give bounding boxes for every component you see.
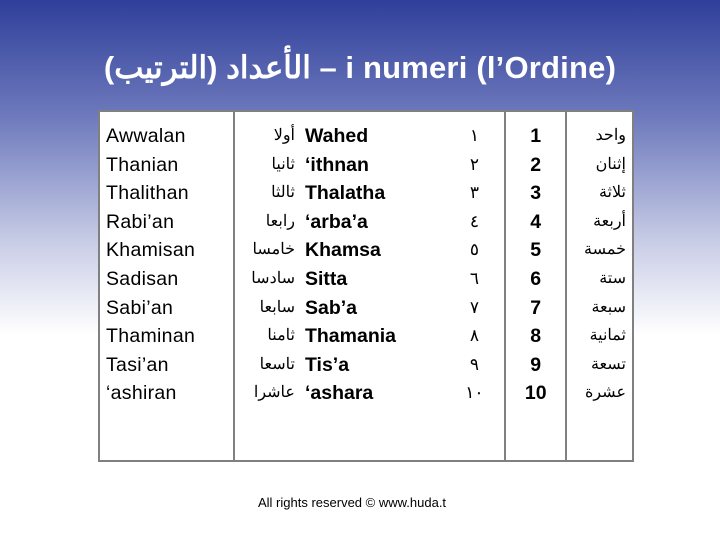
- ordinal-arabic: رابعا: [265, 212, 295, 230]
- cardinal-arabic: ثمانية: [589, 327, 626, 345]
- western-digit: 5: [530, 239, 542, 262]
- western-digit: 10: [524, 382, 547, 405]
- ordinal-transliteration: Thaminan: [106, 325, 196, 348]
- ordinal-arabic: تاسعا: [259, 355, 295, 373]
- cardinal-transliteration: ‘ashara: [304, 382, 374, 405]
- cardinal-arabic: أربعة: [593, 212, 626, 230]
- copyright-footer: All rights reserved © www.huda.t: [258, 495, 447, 510]
- cardinal-transliteration: Thamania: [304, 325, 397, 348]
- cardinal-transliteration: ‘ithnan: [304, 153, 369, 176]
- western-digits-column: [504, 112, 566, 460]
- ordinals-transliteration-column: [100, 112, 233, 460]
- title-arabic-paren: (الترتيب): [103, 50, 218, 85]
- cardinals-transliteration-column: [297, 112, 445, 460]
- western-digit: 1: [530, 125, 542, 147]
- cardinal-arabic: ثلاثة: [598, 184, 626, 202]
- western-digit: 7: [530, 296, 542, 319]
- cardinal-arabic: واحد: [595, 127, 626, 144]
- title-arabic: الأعداد: [226, 50, 311, 85]
- arabic-indic-digits-column: [445, 112, 504, 460]
- ordinal-arabic: ثالثا: [271, 184, 295, 202]
- cardinal-transliteration: Sab’a: [304, 296, 358, 319]
- cardinal-transliteration: ‘arba’a: [304, 210, 368, 233]
- arabic-indic-digit: ٨: [469, 326, 479, 346]
- ordinal-arabic: ثامنا: [267, 327, 295, 345]
- ordinal-arabic: خامسا: [252, 241, 295, 259]
- cardinal-transliteration: Khamsa: [304, 239, 381, 262]
- arabic-indic-digit: ١٠: [465, 383, 484, 403]
- arabic-indic-digit: ٢: [469, 154, 479, 174]
- cardinal-arabic: ستة: [599, 269, 626, 287]
- western-digit: 9: [530, 353, 542, 376]
- ordinal-transliteration: Rabi’an: [106, 210, 175, 233]
- page-title: [0, 50, 720, 86]
- cardinal-arabic: تسعة: [590, 355, 626, 373]
- cardinal-arabic: خمسة: [584, 241, 626, 259]
- title-italian: i numeri (l’Ordine): [345, 50, 617, 85]
- cardinal-arabic: إثنان: [595, 155, 626, 173]
- ordinals-arabic-column: [235, 112, 297, 460]
- western-digit: 3: [530, 182, 542, 205]
- ordinal-transliteration: Sadisan: [106, 267, 179, 290]
- arabic-latin-column: [233, 112, 504, 460]
- ordinal-arabic: أولا: [273, 127, 295, 144]
- ordinal-transliteration: Khamisan: [106, 239, 196, 262]
- cardinal-arabic: عشرة: [584, 384, 626, 402]
- ordinal-transliteration: Sabi’an: [106, 296, 174, 319]
- ordinal-arabic: سادسا: [251, 269, 295, 287]
- arabic-indic-digit: ٦: [469, 268, 479, 288]
- cardinal-transliteration: Wahed: [304, 125, 369, 147]
- western-digit: 4: [530, 210, 542, 233]
- arabic-indic-digit: ٩: [469, 354, 479, 374]
- western-digit: 2: [530, 153, 542, 176]
- ordinal-transliteration: Tasi’an: [106, 353, 169, 376]
- ordinal-transliteration: Awwalan: [106, 125, 186, 147]
- ordinal-transliteration: Thalithan: [106, 182, 189, 205]
- numbers-table: [98, 110, 634, 462]
- ordinal-arabic: ثانيا: [271, 155, 295, 173]
- title-dash: –: [319, 50, 337, 85]
- arabic-indic-digit: ٤: [469, 211, 479, 231]
- cardinal-transliteration: Sitta: [304, 267, 348, 290]
- cardinal-transliteration: Thalatha: [304, 182, 386, 205]
- cardinals-arabic-column: [565, 112, 632, 460]
- arabic-indic-digit: ٣: [469, 183, 479, 203]
- ordinal-arabic: سابعا: [259, 298, 295, 316]
- western-digit: 8: [530, 325, 542, 348]
- arabic-indic-digit: ١: [469, 126, 479, 145]
- ordinal-arabic: عاشرا: [253, 384, 295, 402]
- cardinal-arabic: سبعة: [591, 298, 626, 316]
- ordinal-transliteration: ‘ashiran: [106, 382, 177, 405]
- arabic-indic-digit: ٥: [469, 240, 479, 260]
- western-digit: 6: [530, 267, 542, 290]
- ordinal-transliteration: Thanian: [106, 153, 179, 176]
- cardinal-transliteration: Tis’a: [304, 353, 350, 376]
- arabic-indic-digit: ٧: [469, 297, 479, 317]
